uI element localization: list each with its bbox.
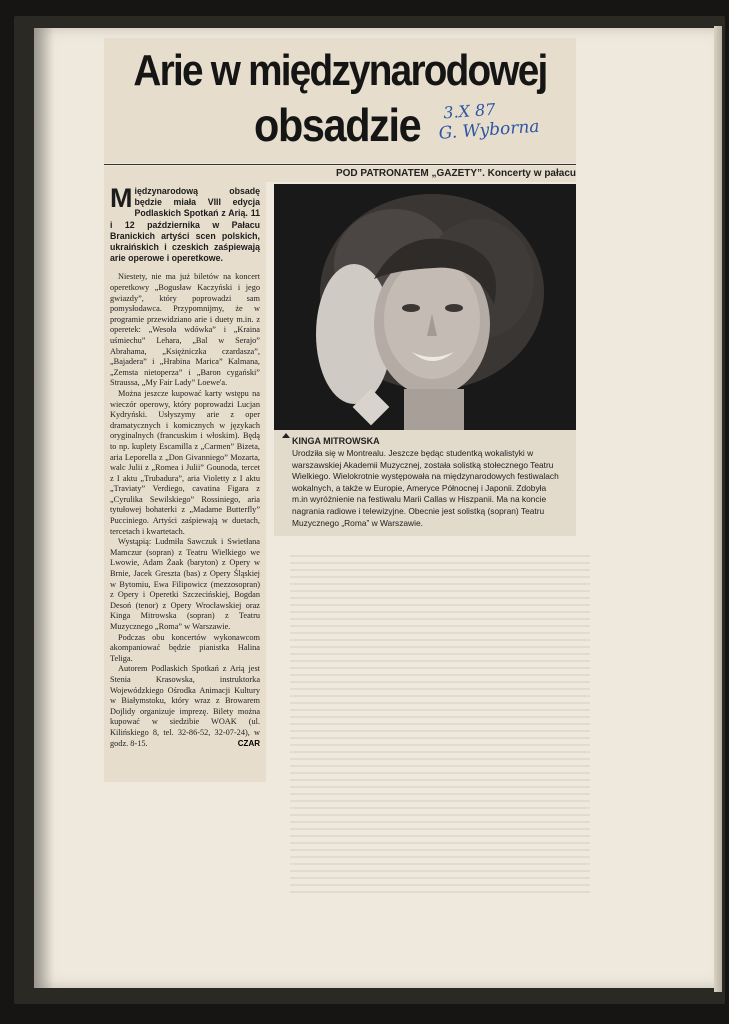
page-edge: [714, 26, 722, 992]
body-paragraph: Autorem Podlaskich Spotkań z Arią jest Stenia Krasowska, instruktorka Wojewódzkiego Ośrodka Animacji Kultury w Białymstoku, który wraz z Browarem Dojlidy organizuje imprezę. Bilety można kupować w siedzibie WOAK (ul. Kilińskiego 8, tel. 32-86-52, 32-07-24), w godz. 8-15.: [110, 664, 260, 748]
body-paragraph: Można jeszcze kupować karty wstępu na wieczór operowy, który poprowadzi Lucjan Kydryński. Usłyszymy arie z oper dramatycznych i komicznych w językach oryginalnych (francuskim i włoskim). Będą to np. kuplety Escamilla z „Carmen” Bizeta, aria Leporella z „Don Givanniego” Mozarta, walc Julii z „Romea i Julii” Gounoda, tercet z I aktu „Trubadura”, aria Violetty z I aktu „Traviaty” Verdiego, cavatina Figara z „Cyrulika Sewilskiego” Rossiniego, aria tytułowej bohaterki z „Madame Butterfly” Pucciniego. Artyści zaśpiewają w duetach, tercetach i kwartetach.: [110, 388, 260, 536]
clipping-header: [104, 38, 576, 163]
headline-line-1: Arie w międzynarodowej: [133, 46, 547, 95]
caption-text: Urodziła się w Montrealu. Jeszcze będąc studentką wokalistyki w warszawskiej Akademii Muzycznej, została solistką stołecznego Teatru Wielkiego. Wielokrotnie występowała na międzynarodowych festiwalach wokalnych, a także w Europie, Ameryce Północnej i Japonii. Zdobyła m.in wyróżnienie na festiwalu Marii Callas w Hiszpanii. Ma na koncie nagrania radiowe i telewizyjne. Obecnie jest solistką (sopran) Teatru Muzycznego „Roma” w Warszawie.: [292, 448, 559, 528]
body-paragraph: Podczas obu koncertów wykonawcom akompaniować będzie pianistka Halina Teliga.: [110, 632, 260, 663]
newspaper-clipping: [104, 38, 576, 749]
author-signature: CZAR: [237, 739, 260, 749]
lead-paragraph: [110, 183, 260, 264]
drop-cap: M: [110, 183, 133, 213]
header-rule: [104, 164, 576, 165]
handwritten-source: G. Wyborna: [438, 116, 541, 144]
page-gutter-shadow: [34, 28, 54, 988]
photo-caption: [274, 430, 576, 536]
portrait-image: [274, 184, 576, 430]
handwritten-note: [438, 97, 541, 144]
bleed-through-text: [290, 555, 590, 895]
headline-line-2: obsadzie: [254, 99, 421, 151]
body-paragraph: Niestety, nie ma już biletów na koncert operetkowy „Bogusław Kaczyński i jego gwiazdy”, który poprowadzi sam pomysłodawca. Przypomnijmy, że w programie przewidziano arie i duety m.in. z operetek: „Wesoła wdówka” i „Kraina uśmiechu” Lehara, „Bal w Serajo” Abrahama, „Księżniczka czardasza”, „Bajadera” i „Hrabina Marica” Kalmana, „Zemsta nietoperza” i „Baron cygański” Straussa, „My Fair Lady” Loewe'a.: [110, 272, 260, 388]
kicker-line: POD PATRONATEM „GAZETY”. Koncerty w pałacu: [104, 166, 576, 182]
article-text-column: [104, 182, 266, 782]
body-paragraph: Wystąpią: Ludmiła Sawczuk i Swietłana Mamczur (sopran) z Teatru Wielkiego we Lwowie, Adam Żaak (baryton) z Opery w Brnie, Jacek Greszta (bas) z Opery Śląskiej w Bytomiu, Ewa Filipowicz (mezzosopran) z Opery i Operetki Szczecińskiej, Bogdan Desoń (tenor) z Opery Wrocławskiej oraz Kinga Mitrowska (sopran) z Teatru Muzycznego „Roma” w Warszawie.: [110, 537, 260, 632]
caption-name: KINGA MITROWSKA: [292, 436, 564, 446]
handwritten-date: 3.X 87: [442, 99, 497, 123]
portrait-photo: [274, 184, 576, 430]
lead-text: iędzynarodową obsadę będzie miała VIII edycja Podlaskich Spotkań z Arią. 11 i 12 października w Pałacu Branickich artyści scen polskich, ukraińskich i czeskich zaśpiewają arie operowe i operetkowe.: [110, 186, 260, 264]
